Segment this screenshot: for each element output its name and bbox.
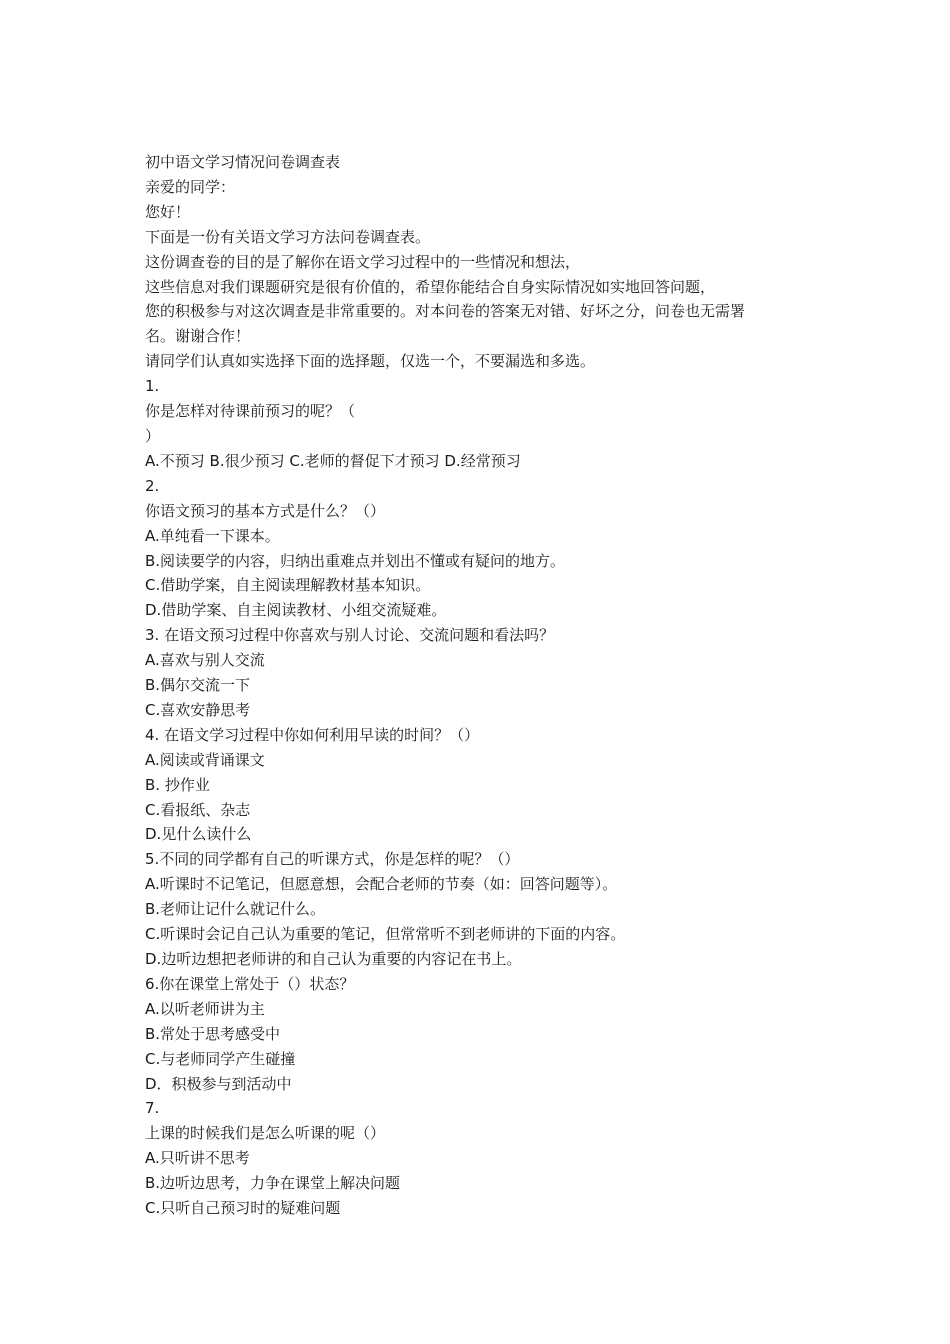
answer-option: B.常处于思考感受中 [145,1024,281,1043]
question-text: 你是怎样对待课前预习的呢？（ [145,402,356,421]
salutation: 亲爱的同学： [145,177,236,196]
answer-option: B. 抄作业 [145,775,210,794]
answer-option: A.以听老师讲为主 [145,999,265,1018]
answer-option: B.偶尔交流一下 [145,676,251,695]
answer-option: A.单纯看一下课本。 [145,526,280,545]
answer-option: C.看报纸、杂志 [145,800,251,819]
question-text: 4. 在语文学习过程中你如何利用早读的时间？（） [145,725,480,744]
intro-line: 这份调查卷的目的是了解你在语文学习过程中的一些情况和想法， [145,252,581,271]
answer-option: C.喜欢安静思考 [145,700,251,719]
intro-line: 您的积极参与对这次调查是非常重要的。对本问卷的答案无对错、好坏之分，问卷也无需署 [145,302,746,321]
question-text: 6.你在课堂上常处于（）状态？ [145,974,355,993]
answer-option: D.边听边想把老师讲的和自己认为重要的内容记在书上。 [145,950,522,968]
question-text: 你语文预习的基本方式是什么？（） [145,501,386,520]
answer-option: B.阅读要学的内容，归纳出重难点并划出不懂或有疑问的地方。 [145,551,566,570]
answer-option: D.借助学案、自主阅读教材、小组交流疑难。 [145,601,447,620]
question-text: 上课的时候我们是怎么听课的呢（） [145,1124,386,1143]
answer-option: C.只听自己预习时的疑难问题 [145,1199,341,1218]
answer-option: C.听课时会记自己认为重要的笔记，但常常听不到老师讲的下面的内容。 [145,925,626,944]
answer-option: B.老师让记什么就记什么。 [145,900,326,919]
answer-option: A.只听讲不思考 [145,1149,250,1168]
greeting: 您好！ [145,202,191,221]
question-text: 5.不同的同学都有自己的听课方式，你是怎样的呢？（） [145,850,520,869]
answer-option: B.边听边思考，力争在课堂上解决问题 [145,1174,401,1193]
document-body [145,150,825,1221]
intro-line: 下面是一份有关语文学习方法问卷调查表。 [145,227,431,246]
document-title: 初中语文学习情况问卷调查表 [145,153,341,171]
question-number: 1. [145,377,160,396]
question-text: ） [145,426,161,445]
question-text: 3. 在语文预习过程中你喜欢与别人讨论、交流问题和看法吗？ [145,626,555,645]
answer-option: C.与老师同学产生碰撞 [145,1049,296,1068]
answer-option: D.见什么读什么 [145,825,252,844]
question-number: 7. [145,1099,160,1118]
answer-option: C.借助学案，自主阅读理解教材基本知识。 [145,576,431,595]
answer-option: A.喜欢与别人交流 [145,651,265,670]
answer-option: A.阅读或背诵课文 [145,750,265,769]
answer-options: A.不预习 B.很少预习 C.老师的督促下才预习 D.经常预习 [145,451,521,470]
answer-option: A.听课时不记笔记，但愿意想，会配合老师的节奏（如：回答问题等）。 [145,875,618,894]
question-number: 2. [145,476,160,495]
intro-line: 这些信息对我们课题研究是很有价值的，希望你能结合自身实际情况如实地回答问题， [145,277,716,296]
instruction-line: 请同学们认真如实选择下面的选择题，仅选一个，不要漏选和多选。 [145,352,596,371]
intro-line: 名。谢谢合作！ [145,327,251,346]
answer-option: D．积极参与到活动中 [145,1074,292,1093]
